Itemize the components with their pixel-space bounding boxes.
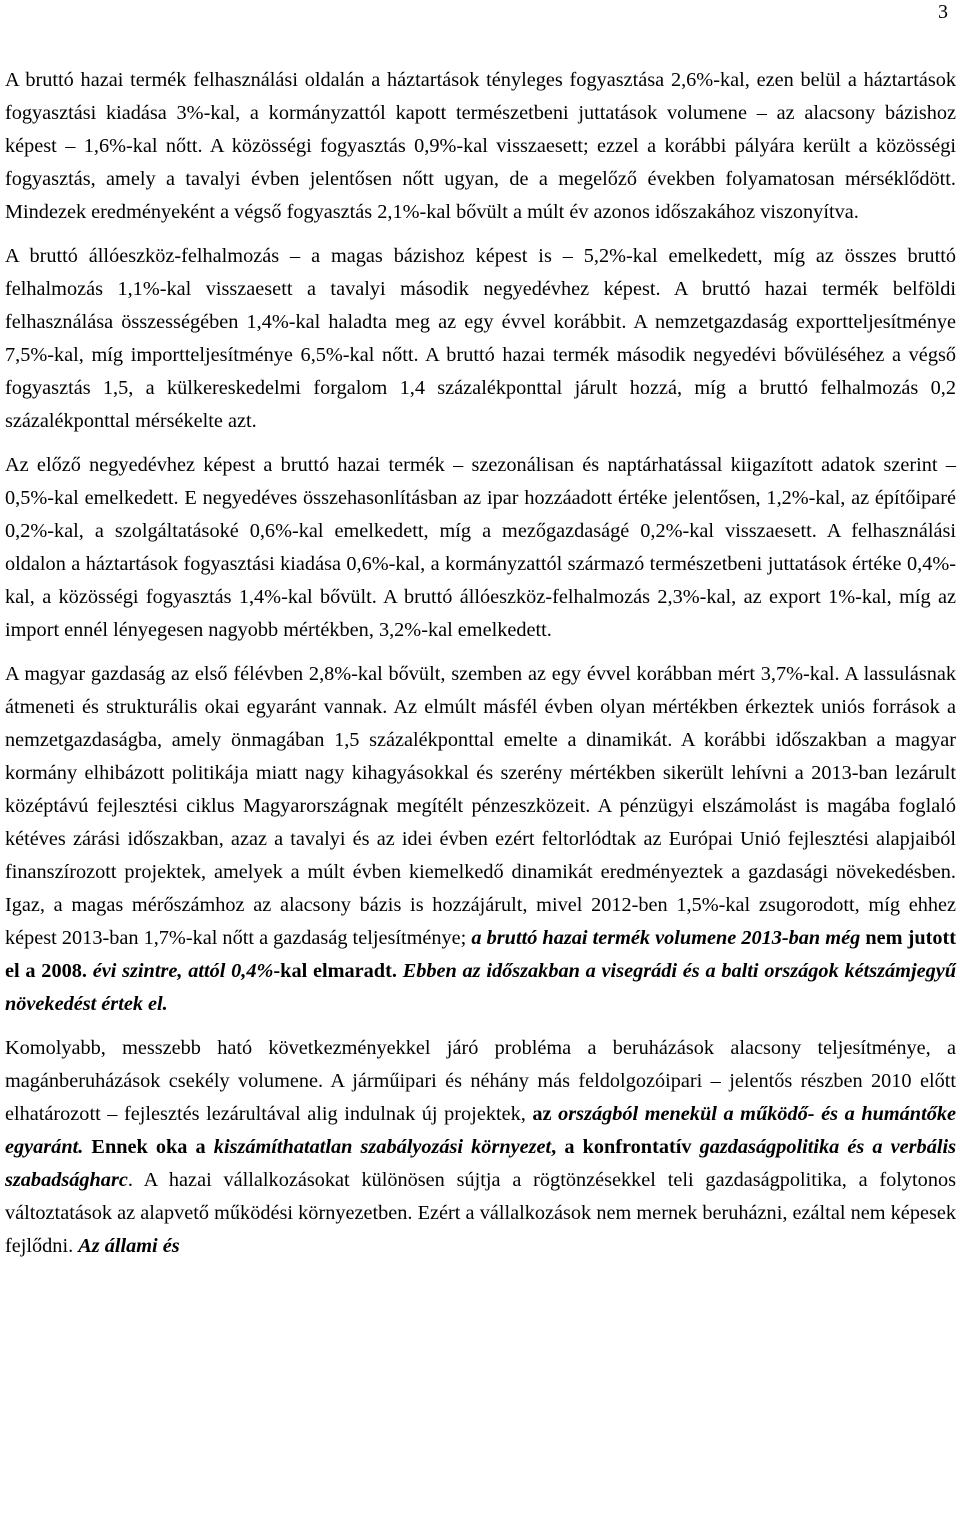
emphasis-run: Az állami és bbox=[78, 1235, 180, 1257]
emphasis-run: Ennek oka a bbox=[91, 1136, 214, 1158]
emphasis-run: a bruttó hazai termék volumene 2013-ban még bbox=[471, 927, 861, 949]
text-run: Az előző negyedévhez képest a bruttó hazai termék – szezonálisan és naptárhatással kiigazított adatok szerint – 0,5%-kal emelkedett. E negyedéves összehasonlításban az ipar hozzáadott értéke jelentősen, 1,2%-kal, az építőiparé 0,2%-kal, a szolgáltatásoké 0,6%-kal emelkedett, míg a mezőgazdaságé 0,2%-kal visszaesett. A felhasználási oldalon a háztartások fogyasztási kiadása 0,6%-kal, a kormányzattól származó természetbeni juttatások értéke 0,4%-kal, a közösségi fogyasztás 1,4%-kal bővült. A bruttó állóeszköz-felhalmozás 2,3%-kal, az export 1%-kal, míg az import ennél lényegesen nagyobb mértékben, 3,2%-kal emelkedett. bbox=[5, 454, 956, 641]
emphasis-run: , a konfrontatív bbox=[551, 1136, 700, 1158]
emphasis-run: kiszámíthatatlan szabályozási környezet bbox=[213, 1136, 552, 1158]
emphasis-run: gazdaságpolitika és a verbális szabadságharc bbox=[5, 1136, 956, 1191]
text-run: Komolyabb, messzebb ható következményekkel járó probléma a beruházások alacsony teljesítménye, a magánberuházások csekély volumene. A járműipari és néhány más feldolgozóipari – jelentős részben 2010 előtt elhatározott – fejlesztés lezárultával alig indulnak új projektek, bbox=[5, 1037, 956, 1125]
emphasis-run: -kal elmaradt. bbox=[273, 960, 397, 982]
emphasis-run: évi szintre, attól 0,4% bbox=[92, 960, 274, 982]
paragraph-p5 bbox=[5, 1032, 956, 1263]
paragraph-p4 bbox=[5, 658, 956, 1021]
text-run: A bruttó hazai termék felhasználási oldalán a háztartások tényleges fogyasztása 2,6%-kal, ezen belül a háztartások fogyasztási kiadása 3%-kal, a kormányzattól kapott természetbeni juttatások volumene – az alacsony bázishoz képest – 1,6%-kal nőtt. A közösségi fogyasztás 0,9%-kal visszaesett; ezzel a korábbi pályára került a közösségi fogyasztás, amely a tavalyi évben jelentősen nőtt ugyan, de a megelőző években folyamatosan mérséklődött. Mindezek eredményeként a végső fogyasztás 2,1%-kal bővült a múlt év azonos időszakához viszonyítva. bbox=[5, 69, 956, 223]
text-run: A magyar gazdaság az első félévben 2,8%-kal bővült, szemben az egy évvel korábban mért 3,7%-kal. A lassulásnak átmeneti és strukturális okai egyaránt vannak. Az elmúlt másfél évben olyan mértékben érkeztek uniós források a nemzetgazdaságba, amely önmagában 1,5 százalékponttal emelte a dinamikát. A korábbi időszakban a magyar kormány elhibázott politikája miatt nagy kihagyásokkal és szerény mértékben sikerült lehívni a 2013-ban lezárult középtávú fejlesztési ciklus Magyarországnak megítélt pénzeszközeit. A pénzügyi elszámolást is magába foglaló kétéves zárási időszakban, azaz a tavalyi és az idei évben ezért feltorlódtak az Európai Unió fejlesztési alapjaiból finanszírozott projektek, amelyek a múlt évben kiemelkedő dinamikát eredményeztek a gazdasági növekedésben. Igaz, a magas mérőszámhoz az alacsony bázis is hozzájárult, mivel 2012-ben 1,5%-kal zsugorodott, míg ehhez képest 2013-ban 1,7%-kal nőtt a gazdaság teljesítménye; bbox=[5, 663, 956, 949]
emphasis-run: nem jutott el a 2008. bbox=[5, 927, 957, 982]
page-number: 3 bbox=[938, 1, 948, 23]
emphasis-run: az bbox=[532, 1103, 559, 1125]
paragraph-p3 bbox=[5, 449, 956, 647]
emphasis-run: Ebben az időszakban a visegrádi és a balti országok kétszámjegyű növekedést értek el. bbox=[5, 960, 957, 1015]
paragraph-p1 bbox=[5, 64, 956, 229]
text-run: A bruttó állóeszköz-felhalmozás – a magas bázishoz képest is – 5,2%-kal emelkedett, míg az összes bruttó felhalmozás 1,1%-kal visszaesett a tavalyi második negyedévhez képest. A bruttó hazai termék belföldi felhasználása összességében 1,4%-kal haladta meg az egy évvel korábbit. A nemzetgazdaság exportteljesítménye 7,5%-kal, míg importteljesítménye 6,5%-kal nőtt. A bruttó hazai termék második negyedévi bővüléséhez a végső fogyasztás 1,5, a külkereskedelmi forgalom 1,4 százalékponttal járult hozzá, míg a bruttó felhalmozás 0,2 százalékponttal mérsékelte azt. bbox=[5, 245, 956, 432]
paragraph-p2 bbox=[5, 240, 956, 438]
emphasis-run: országból menekül a működő- és a humántőke egyaránt. bbox=[5, 1103, 956, 1158]
text-run: . A hazai vállalkozásokat különösen sújtja a rögtönzésekkel teli gazdaságpolitika, a folytonos változtatások az alapvető működési környezetben. Ezért a vállalkozások nem mernek beruházni, ezáltal nem képesek fejlődni. bbox=[5, 1169, 956, 1257]
document-body bbox=[5, 64, 956, 1274]
